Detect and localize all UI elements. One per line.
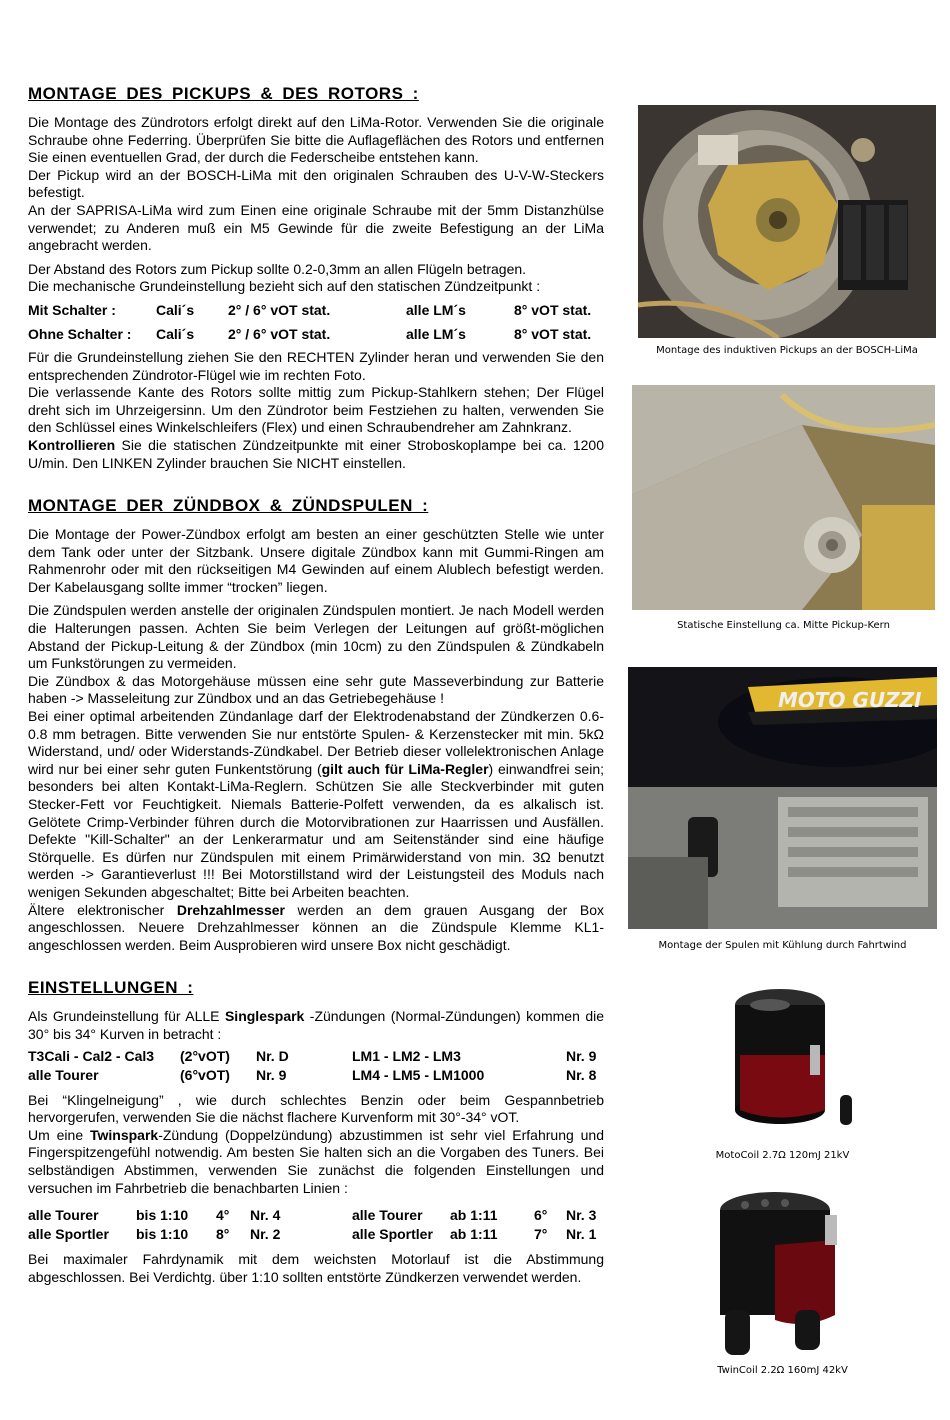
paragraph: Der Abstand des Rotors zum Pickup sollte 0.2-0,3mm an allen Flügeln betragen. bbox=[28, 260, 527, 277]
paragraph: Die verlassende Kante des Rotors sollte mittig zum Pickup-Stahlkern stehen; Der Flügel dreht sich im Uhrzeigersinn. Um den Zündrotor beim Festziehen zu halten, verwenden Sie den Schlüssel eines Winkelschleifers (Flex) und einen Schraubendreher am Zahnkranz. bbox=[28, 384, 604, 436]
moto-guzzi-logo: MOTO GUZZI bbox=[778, 688, 922, 712]
paragraph: Als Grundeinstellung für ALLE Singlespark -Zündungen (Normal-Zündungen) kommen die 30° bis 34° Kurven in betracht : bbox=[28, 1008, 605, 1042]
paragraph: Die mechanische Grundeinstellung bezieht sich auf den statischen Zündzeitpunkt : bbox=[28, 278, 541, 295]
paragraph: Bei maximaler Fahrdynamik mit dem weichsten Motorlauf ist die Abstimmung abgeschlossen. Bei Verdichtg. über 1:10 sollten entstörte Zündkerzen verwendet werden. bbox=[28, 1251, 604, 1285]
paragraph: Die Montage der Power-Zündbox erfolgt am besten an einer geschützten Stelle wie unter dem Tank oder unter der Sitzbank. Unsere digitale Zündbox kann mit Gummi-Ringen am Rahmenrohr oder mit den rückseitigen M4 Gewinden auf einem Alublech befestigt werden. Der Kabelausgang sollte immer “trocken” liegen. bbox=[28, 526, 604, 595]
paragraph: Die Montage des Zündrotors erfolgt direkt auf den LiMa-Rotor. Verwenden Sie die originale Schraube ohne Federring. Überprüfen Sie bitte die Auflageflächen des Rotors und entfernen Sie einen eventuellen Grad, der durch die Federscheibe entstehen kann. bbox=[28, 114, 604, 166]
caption-rotor: Statische Einstellung ca. Mitte Pickup-Kern bbox=[677, 620, 890, 631]
timing-row: Ohne Schalter : Cali´s 2° / 6° vOT stat. alle LM´s 8° vOT stat. bbox=[28, 325, 592, 342]
caption-motocoil: MotoCoil 2.7Ω 120mJ 21kV bbox=[715, 1150, 850, 1161]
curve-row: alle Tourer (6°vOT) Nr. 9 LM4 - LM5 - LM1000 Nr. 8 bbox=[28, 1066, 597, 1083]
paragraph: Kontrollieren Sie die statischen Zündzeitpunkte mit einer Stroboskoplampe bei ca. 1200 U/min. Den LINKEN Zylinder brauchen Sie NICHT einstellen. bbox=[28, 436, 604, 471]
curve-row: T3Cali - Cal2 - Cal3 (2°vOT) Nr. D LM1 - LM2 - LM3 Nr. 9 bbox=[28, 1047, 597, 1064]
paragraph: Für die Grundeinstellung ziehen Sie den RECHTEN Zylinder heran und verwenden Sie den entsprechenden Zündrotor-Flügel wie im rechten Foto. bbox=[28, 348, 604, 383]
timing-row: Mit Schalter : Cali´s 2° / 6° vOT stat. alle LM´s 8° vOT stat. bbox=[28, 301, 592, 318]
paragraph: Ältere elektronischer Drehzahlmesser werden an dem grauen Ausgang der Box angeschlossen. Neuere Drehzahlmesser können an die Zündspule Klemme KL1-angeschlossen werden. Beim Ausprobieren wird unsere Box nicht geschädigt. bbox=[28, 901, 604, 953]
caption-pickup: Montage des induktiven Pickups an der BOSCH-LiMa bbox=[656, 345, 918, 356]
section-title-pickups: MONTAGE DES PICKUPS & DES ROTORS : bbox=[28, 84, 419, 103]
paragraph: Um eine Twinspark-Zündung (Doppelzündung) abzustimmen ist sehr viel Erfahrung und Fingerspitzengefühl notwendig. Am besten Sie halten sich an die Vorgaben des Tuners. Bei selbständigen Abstimmen, verwenden Sie zunächst die folgenden Einstellungen und versuchen im Fahrbetrieb die benachbarten Linien : bbox=[28, 1126, 604, 1196]
caption-twincoil: TwinCoil 2.2Ω 160mJ 42kV bbox=[717, 1365, 848, 1376]
paragraph: Die Zündspulen werden anstelle der originalen Zündspulen montiert. Je nach Modell werden die Halterungen passen. Achten Sie beim Verlegen der Leitungen auf größt-möglichen Abstand der Pickup-Leitung & der Zündbox (min 10cm) zu den Zündspulen & Zündkabeln um Funkstörungen zu vermeiden. bbox=[28, 602, 604, 672]
paragraph: Der Pickup wird an der BOSCH-LiMa mit den originalen Schrauben des U-V-W-Steckers befestigt. bbox=[28, 166, 604, 201]
motocoil-photo bbox=[700, 985, 865, 1135]
curve-row: alle Tourer bis 1:10 4° Nr. 4 alle Tourer ab 1:11 6° Nr. 3 bbox=[28, 1207, 597, 1224]
caption-coils: Montage der Spulen mit Kühlung durch Fahrtwind bbox=[658, 940, 907, 951]
section-title-zuendbox: MONTAGE DER ZÜNDBOX & ZÜNDSPULEN : bbox=[28, 496, 429, 516]
curve-row: alle Sportler bis 1:10 8° Nr. 2 alle Sportler ab 1:11 7° Nr. 1 bbox=[28, 1226, 597, 1243]
twincoil-photo bbox=[695, 1185, 865, 1360]
paragraph: Bei “Klingelneigung” , wie durch schlechtes Benzin oder beim Gespannbetrieb hervorgerufen, verwenden Sie die nächst flachere Kurvenform mit 30°-34° vOT. bbox=[28, 1091, 604, 1126]
text-column bbox=[28, 84, 604, 1290]
rotor-setting-photo bbox=[632, 385, 935, 610]
coil-mounting-photo bbox=[628, 667, 937, 929]
curve-table-singlespark bbox=[28, 1048, 604, 1084]
section-title-einstellungen: EINSTELLUNGEN : bbox=[28, 978, 194, 998]
paragraph: An der SAPRISA-LiMa wird zum Einen eine originale Schraube mit der 5mm Distanzhülse verwendet; zu Anderen muß ein M5 Gewinde für die zweite Befestigung an der LiMa angebracht werden. bbox=[28, 201, 604, 254]
paragraph: Die Zündbox & das Motorgehäuse müssen eine sehr gute Masseverbindung zur Batterie haben -> Masseleitung zur Zündbox und an das Getriebegehäuse ! bbox=[28, 672, 604, 707]
pickup-photo bbox=[638, 105, 936, 338]
curve-table-twinspark bbox=[28, 1207, 604, 1243]
paragraph: Bei einer optimal arbeitenden Zündanlage darf der Elektrodenabstand der Zündkerzen 0.6-0.8 mm betragen. Bitte verwenden Sie nur entstörte Spulen- & Kerzenstecker mit min. 5kΩ Widerstand, und/ oder Widerstands-Zündkabel. Der Betrieb dieser vollelektronischen Anlage wird nur bei einer sehr guten Funkentstörung (gilt auch für LiMa-Regler) einwandfrei sein; besonders bei alten Kontakt-LiMa-Reglern. Schützen Sie alle Steckverbinder mit guten Stecker-Fett vor Feuchtigkeit. Niemals Batterie-Polfett verwenden, da es alkalisch ist. Gelötete Crimp-Verbinder führen durch die Motorvibrationen zur Haarrissen und Ausfällen. Defekte "Kill-Schalter" an der Lenkerarmatur und am Seitenständer sind eine häufige Störquelle. Es dürfen nur Zündspulen mit einem Primärwiderstand von min. 3Ω benutzt werden -> Garantieverlust !!! Bei Motorstillstand wird der Leistungsteil des Moduls nach wenigen Sekunden abgeschaltet; Bitte bei Arbeiten beachten. bbox=[28, 708, 604, 900]
